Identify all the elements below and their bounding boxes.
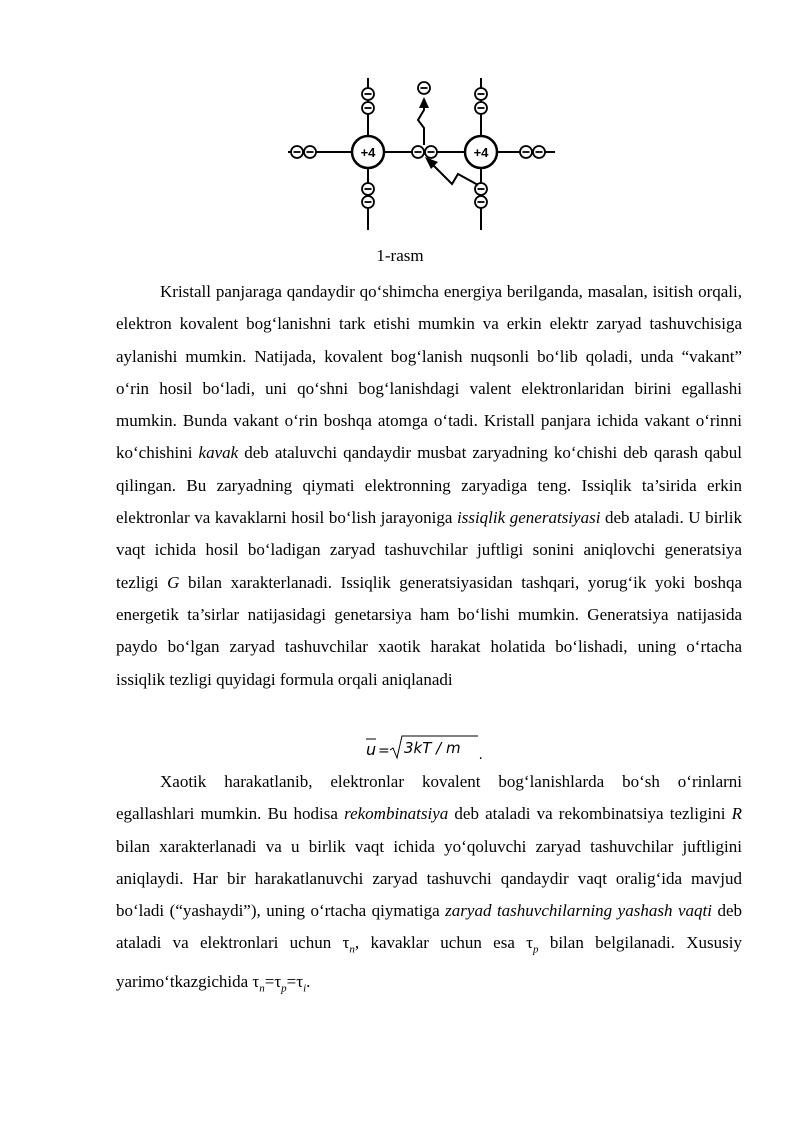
arrow-head-up bbox=[419, 97, 429, 108]
term-yashash-vaqti: zaryad tashuvchilarning yashash vaqti bbox=[445, 901, 712, 921]
formula-equals: = bbox=[378, 743, 390, 759]
hole-migration-arrow bbox=[432, 164, 478, 185]
electrons bbox=[291, 82, 545, 208]
term-issiqlik-generatsiyasi: issiqlik generatsiyasi bbox=[457, 508, 601, 528]
electron-icon bbox=[362, 196, 374, 208]
subscript-n: n bbox=[349, 943, 355, 956]
subscript-p: p bbox=[533, 943, 539, 956]
text-run: deb ataluvchi qandaydir musbat zaryadning ko‘chishi deb qarash qabul qilingan. Bu zaryadning qiymati elektronning zaryadiga teng. Issiqlik ta’sirida erkin elektronlar va kavaklarni hosil bo‘lish jarayoniga bbox=[116, 443, 742, 528]
symbol-r: R bbox=[731, 804, 742, 824]
lattice-figure bbox=[280, 70, 580, 242]
electron-icon bbox=[533, 146, 545, 158]
electron-icon bbox=[304, 146, 316, 158]
subscript-p: p bbox=[281, 982, 287, 995]
atom-left bbox=[352, 136, 384, 168]
text-run: deb ataladi va elektronlari uchun τ bbox=[116, 901, 743, 953]
electron-icon bbox=[475, 88, 487, 100]
lattice-diagram bbox=[280, 70, 580, 242]
electron-icon bbox=[418, 82, 430, 94]
excitation-arrow-up bbox=[418, 104, 424, 145]
electron-icon bbox=[475, 102, 487, 114]
electron-icon bbox=[425, 146, 437, 158]
svg-text:+4: +4 bbox=[473, 145, 489, 160]
paragraph-2 bbox=[116, 766, 742, 1005]
electron-icon bbox=[362, 183, 374, 195]
text-run: Xaotik harakatlanib, elektronlar kovalent bog‘lanishlarda bo‘sh o‘rinlarni egallashlari mumkin. Bu hodisa bbox=[116, 772, 742, 824]
electron-icon bbox=[291, 146, 303, 158]
text-run: deb ataladi va rekombinatsiya tezligini bbox=[448, 804, 732, 824]
formula-radicand: 3kT / m bbox=[404, 739, 461, 757]
text-run: =τ bbox=[286, 972, 304, 992]
formula-graphic bbox=[366, 733, 486, 763]
formula-period: . bbox=[479, 747, 484, 763]
electron-icon bbox=[362, 102, 374, 114]
electron-icon bbox=[412, 146, 424, 158]
text-run: =τ bbox=[264, 972, 282, 992]
atom-right bbox=[465, 136, 497, 168]
electron-icon bbox=[475, 196, 487, 208]
symbol-g: G bbox=[167, 572, 180, 592]
text-run: deb ataladi. U birlik vaqt ichida hosil bo‘ladigan zaryad tashuvchilar juftligi sonini aniqlovchi generatsiya tezligi bbox=[116, 508, 742, 592]
term-kavak: kavak bbox=[198, 443, 239, 463]
svg-text:+4: +4 bbox=[360, 145, 376, 160]
paragraph-1 bbox=[116, 276, 742, 696]
text-run: bilan belgilanadi. Xususiy yarimo‘tkazgichida τ bbox=[116, 933, 742, 992]
subscript-n: n bbox=[259, 982, 265, 995]
formula-lhs: u bbox=[366, 740, 377, 759]
text-run: bilan xarakterlanadi va u birlik vaqt ichida yo‘qoluvchi zaryad tashuvchilar juftligini aniqlaydi. Har bir harakatlanuvchi zaryad tashuvchi qandaydir vaqt oralig‘ida mavjud bo‘ladi (“yashaydi”), uning o‘rtacha qiymatiga bbox=[116, 836, 742, 921]
text-run: . bbox=[306, 972, 311, 992]
electron-icon bbox=[362, 88, 374, 100]
electron-icon bbox=[520, 146, 532, 158]
subscript-i: i bbox=[303, 982, 307, 995]
text-run: bilan xarakterlanadi. Issiqlik generatsiyasidan tashqari, yorug‘ik yoki boshqa energetik ta’sirlar natijasidagi genetarsiya ham bo‘lishi mumkin. Generatsiya natijasida paydo bo‘lgan zaryad tashuvchilar xaotik harakat holatida bo‘lishadi, uning o‘rtacha issiqlik tezligi quyidagi formula orqali aniqlanadi bbox=[116, 572, 742, 689]
velocity-formula bbox=[366, 733, 486, 763]
term-rekombinatsiya: rekombinatsiya bbox=[344, 804, 449, 824]
figure-caption: 1-rasm bbox=[376, 246, 424, 265]
text-run: , kavaklar uchun esa τ bbox=[354, 933, 534, 953]
text-run: Kristall panjaraga qandaydir qo‘shimcha energiya berilganda, masalan, isitish orqali, elektron kovalent bog‘lanishni tark etishi mumkin va erkin elektr zaryad tashuvchisiga aylanishi mumkin. Natijada, kovalent bog‘lanish nuqsonli bo‘lib qoladi, unda “vakant” o‘rin hosil bo‘ladi, uni qo‘shni bog‘lanishdagi valent elektronlaridan birini egallashi mumkin. Bunda vakant o‘rin boshqa atomga o‘tadi. Kristall panjara ichida vakant o‘rinni ko‘chishini bbox=[116, 282, 742, 463]
